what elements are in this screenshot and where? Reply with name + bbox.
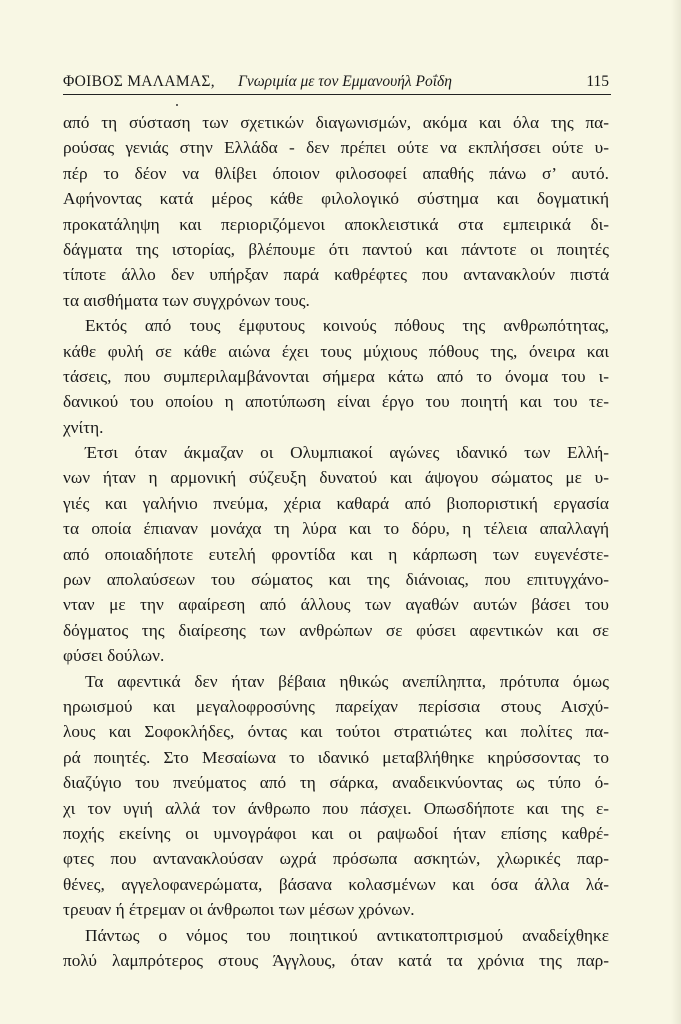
text-line: Αφήνοντας κατά μέρος κάθε φιλολογικό σύστημα και δογματική [63, 189, 609, 209]
text-line: πέρ το δέον να θλίβει όποιον φιλοσοφεί απαθής πάνω σ’ αυτό. [63, 163, 609, 183]
text-line: τάσεις, που συμπεριλαμβάνονται σήμερα κάτω από το όνομα του ι- [63, 366, 609, 386]
text-line: ρων απολαύσεων του σώματος και της διάνοιας, που επιτυγχάνο- [63, 570, 609, 590]
text-line: τρευαν ή έτρεμαν οι άνθρωποι των μέσων χρόνων. [63, 900, 415, 920]
header-author: ΦΟΙΒΟΣ ΜΑΛΑΜΑΣ, [63, 73, 215, 90]
text-line: νταν με την αφαίρεση από άλλους των αγαθών αυτών βάσει του [63, 595, 609, 615]
text-line: χι τον υγιή αλλά τον άνθρωπο που πάσχει. Οπωσδήποτε και της ε- [63, 798, 609, 818]
text-line: νων ήταν η αρμονική σύζευξη δυνατού και άψογου σώματος με υ- [63, 468, 609, 488]
text-line: κάθε φυλή σε κάθε αιώνα έχει τους μύχιους πόθους της, όνειρα και [63, 341, 609, 361]
body-text [63, 110, 609, 973]
text-line: χνίτη. [63, 417, 104, 437]
page-number: 115 [586, 73, 609, 90]
text-line: δάγματα της ιστορίας, βλέπουμε ότι παντού και πάντοτε οι ποιητές [63, 239, 609, 259]
text-line: τίποτε άλλο δεν υπήρξαν παρά καθρέφτες που αντανακλούν πιστά [63, 265, 609, 285]
text-line: από τη σύσταση των σχετικών διαγωνισμών, ακόμα και όλα της πα- [63, 113, 609, 132]
text-line: πολύ λαμπρότερος στους Άγγλους, όταν κατά τα χρόνια της παρ- [63, 950, 609, 970]
text-line: ηρωισμού και μεγαλοφροσύνης παρείχαν περίσσια στους Αισχύ- [63, 696, 609, 716]
text-line: φτες που αντανακλούσαν ωχρά πρόσωπα ασκητών, χλωρικές παρ- [63, 849, 609, 869]
text-line: Τα αφεντικά δεν ήταν βέβαια ηθικώς ανεπίληπτα, πρότυπα όμως [85, 671, 609, 691]
text-line: φύσει δούλων. [63, 646, 165, 666]
text-line: Πάντως ο νόμος του ποιητικού αντικατοπτρισμού αναδείχθηκε [85, 925, 609, 945]
text-line: διαζύγιο του πνεύματος από τη σάρκα, αναδεικνύοντας ως τύπο ό- [63, 773, 609, 793]
text-line: δόγματος της διαίρεσης των ανθρώπων σε φύσει αφεντικών και σε [63, 620, 609, 640]
text-line: Έτσι όταν άκμαζαν οι Ολυμπιακοί αγώνες ιδανικό των Ελλή- [85, 443, 609, 463]
text-line: γιές και γαλήνιο πνεύμα, χέρια καθαρά από βιοποριστική εργασία [63, 493, 609, 513]
page-edge-shadow [671, 0, 681, 1024]
text-line: ρά ποιητές. Στο Μεσαίωνα το ιδανικό μεταβλήθηκε κηρύσσοντας το [63, 747, 609, 767]
text-line: ποχής εκείνης οι υμνογράφοι και οι ραψωδοί ήταν επίσης καθρέ- [63, 823, 609, 843]
text-line: προκατάληψη και περιοριζόμενοι αποκλειστικά στα εμπειρικά δι- [63, 214, 609, 234]
header-book-title: Γνωριμία με τον Εμμανουήλ Ροΐδη [238, 73, 452, 90]
text-line: δανικού του οποίου η αποτύπωση είναι έργο του ποιητή και του τε- [63, 392, 609, 412]
text-line: τα οποία έπιαναν μονάχα τη λύρα και το δόρυ, η τέλεια απαλλαγή [63, 519, 609, 539]
running-header [63, 72, 611, 95]
scan-speck [176, 104, 178, 106]
text-line: τα αισθήματα των συγχρόνων τους. [63, 290, 310, 310]
text-line: λους και Σοφοκλήδες, όντας και τούτοι στρατιώτες και πολίτες πα- [63, 722, 609, 742]
text-line: Εκτός από τους έμφυτους κοινούς πόθους της ανθρωπότητας, [85, 316, 609, 336]
text-line: ρούσας γενιάς στην Ελλάδα - δεν πρέπει ούτε να εκπλήσσει ούτε υ- [63, 138, 609, 158]
text-line: θένες, αγγελοφανερώματα, βάσανα κολασμένων και όσα άλλα λά- [63, 874, 609, 894]
text-line: από οποιαδήποτε ευτελή φροντίδα και η κάρπωση των ευγενέστε- [63, 544, 609, 564]
